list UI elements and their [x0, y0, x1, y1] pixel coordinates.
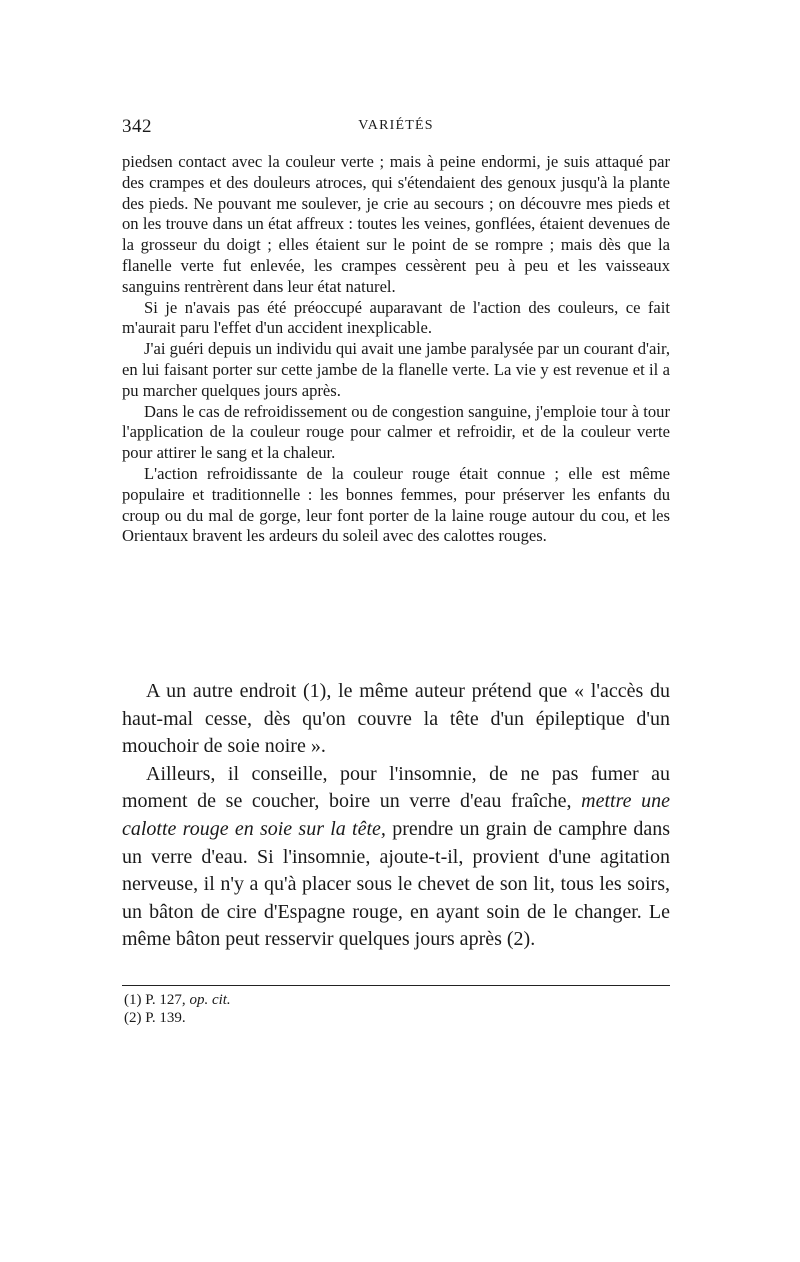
footnote-1: [122, 992, 670, 1010]
quoted-passage: [122, 152, 670, 547]
quote-paragraph: J'ai guéri depuis un individu qui avait une jambe paralysée par un courant d'air, en lui faisant porter sur cette jambe de la flanelle verte. La vie y est revenue et il a pu marcher quelques jours après.: [122, 339, 670, 400]
body-paragraph: A un autre endroit (1), le même auteur prétend que « l'accès du haut-mal cesse, dès qu'on couvre la tête d'un épileptique d'un mouchoir de soie noire ».: [122, 680, 670, 758]
body-paragraph: [122, 761, 670, 954]
italic-phrase: mettre une calotte rouge en soie sur la tête,: [122, 790, 671, 840]
body-text: prendre un grain de camphre dans un verre d'eau. Si l'insomnie, ajoute-t-il, provient d'une agitation nerveuse, il n'y a qu'à placer sous le chevet de son lit, tous les soirs, un bâton de cire d'Espagne rouge, en ayant soin de le changer. Le même bâton peut resservir quelques jours après (2).: [122, 817, 670, 951]
footnotes: [122, 992, 670, 1027]
footnote-divider: [122, 985, 670, 986]
quote-paragraph: Si je n'avais pas été préoccupé auparavant de l'action des couleurs, ce fait m'aurait paru l'effet d'un accident inexplicable.: [122, 297, 670, 338]
quote-paragraph: piedsen contact avec la couleur verte ; mais à peine endormi, je suis attaqué par des crampes et des douleurs atroces, qui s'étendaient des genoux jusqu'à la plante des pieds. Ne pouvant me soulever, je crie au secours ; on découvre mes pieds et on les trouve dans un état affreux : toutes les veines, gonflées, étaient devenues de la grosseur du doigt ; elles étaient sur le point de se rompre ; mais dès que la flanelle verte fut enlevée, les crampes cessèrent peu à peu et les vaisseaux sanguins rentrèrent dans leur état naturel.: [122, 152, 670, 296]
footnote-text: P. 127,: [141, 992, 190, 1008]
footnote-citation: op. cit.: [189, 992, 231, 1008]
body-text: Ailleurs, il conseille, pour l'insomnie, de ne pas fumer au moment de se coucher, boire un verre d'eau fraîche,: [122, 762, 670, 813]
page-header: [122, 116, 670, 138]
footnote-2: (2) P. 139.: [124, 1009, 186, 1026]
quote-paragraph: Dans le cas de refroidissement ou de congestion sanguine, j'emploie tour à tour l'application de la couleur rouge pour calmer et refroidir, et de la couleur verte pour attirer le sang et la chaleur.: [122, 401, 670, 463]
page-number: 342: [122, 116, 152, 137]
quote-paragraph: L'action refroidissante de la couleur rouge était connue ; elle est même populaire et traditionnelle : les bonnes femmes, pour préserver les enfants du croup ou du mal de gorge, leur font porter de la laine rouge autour du cou, et les Orientaux bravent les ardeurs du soleil avec des calottes rouges.: [122, 463, 670, 546]
running-title: VARIÉTÉS: [358, 118, 434, 133]
main-text: [122, 678, 670, 954]
footnote-mark: (1): [124, 992, 142, 1008]
